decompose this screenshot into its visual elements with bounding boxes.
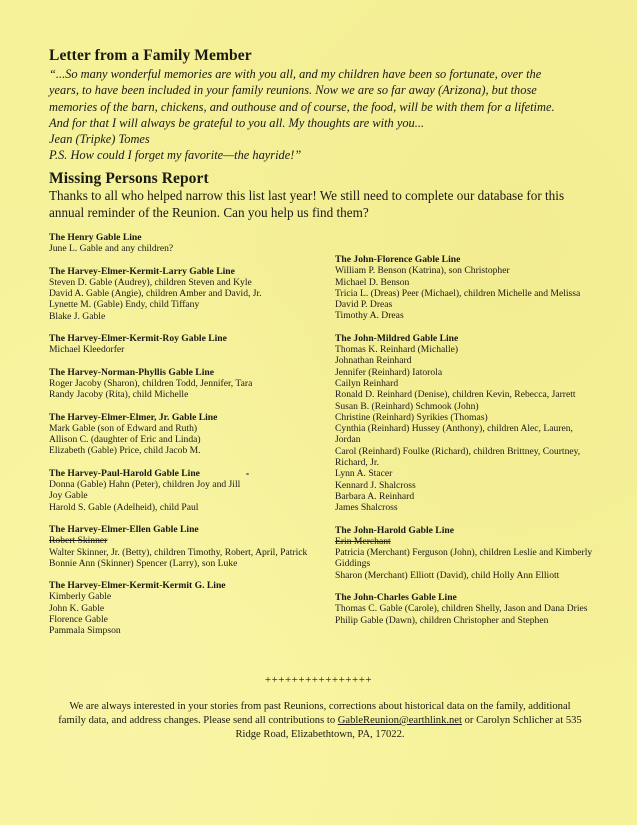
missing-person-entry: Lynn A. Stacer bbox=[335, 468, 393, 480]
missing-person-entry: Patricia (Merchant) Ferguson (John), children Leslie and Kimberly Giddings bbox=[335, 547, 593, 570]
letter-line: memories of the barn, chickens, and outhouse and of course, the food, will be with them for a lifetime. bbox=[49, 99, 555, 114]
footer-text-before: We are always interested in your stories from past Reunions, corrections about historical data on the family, additional family data, and address changes. Please send all contributions to bbox=[58, 701, 571, 726]
family-line-title: The Harvey-Elmer-Ellen Gable Line bbox=[49, 523, 199, 535]
missing-person-entry: Christine (Reinhard) Syrikies (Thomas) bbox=[335, 411, 488, 423]
missing-person-entry: Thomas C. Gable (Carole), children Shelly, Jason and Dana Dries bbox=[335, 603, 588, 615]
family-line-title: The Harvey-Elmer-Kermit-Larry Gable Line bbox=[49, 265, 235, 277]
missing-person-entry: Elizabeth (Gable) Price, child Jacob M. bbox=[49, 445, 201, 457]
family-line-group bbox=[49, 468, 309, 513]
letter-line: And for that I will always be grateful to you all. My thoughts are with you... bbox=[49, 115, 425, 130]
missing-person-entry: Cailyn Reinhard bbox=[335, 377, 399, 389]
missing-person-entry: David P. Dreas bbox=[335, 299, 393, 311]
missing-person-entry: Randy Jacoby (Rita), child Michelle bbox=[49, 389, 189, 401]
family-line-title: The Harvey-Elmer-Kermit-Kermit G. Line bbox=[49, 580, 226, 592]
missing-person-entry: William P. Benson (Katrina), son Christopher bbox=[335, 265, 510, 277]
family-line-title: The John-Charles Gable Line bbox=[335, 592, 457, 604]
missing-person-entry: Florence Gable bbox=[49, 614, 108, 626]
missing-person-entry: Cynthia (Reinhard) Hussey (Anthony), children Alec, Lauren, Jordan bbox=[335, 423, 573, 446]
missing-person-entry: Susan B. (Reinhard) Schmook (John) bbox=[335, 400, 479, 412]
missing-person-entry: Thomas K. Reinhard (Michalle) bbox=[335, 344, 459, 356]
missing-persons-title: Missing Persons Report bbox=[49, 170, 209, 187]
family-line-group bbox=[335, 254, 595, 322]
family-line-group bbox=[49, 367, 309, 401]
letter-line: years, to have been included in your family reunions. Now we are so far away (Arizona), but those bbox=[49, 83, 537, 98]
missing-person-entry: Timothy A. Dreas bbox=[335, 310, 404, 322]
missing-person-entry: Pammala Simpson bbox=[49, 625, 121, 637]
missing-person-entry: Walter Skinner, Jr. (Betty), children Timothy, Robert, April, Patrick bbox=[49, 546, 308, 558]
family-line-title: The Harvey-Paul-Harold Gable Line bbox=[49, 467, 200, 479]
missing-person-entry: Kennard J. Shalcross bbox=[335, 479, 416, 491]
missing-person-entry: Jennifer (Reinhard) Iatorola bbox=[335, 366, 443, 378]
letter-signature: Jean (Tripke) Tomes bbox=[49, 132, 150, 147]
letter-postscript: P.S. How could I forget my favorite—the hayride!” bbox=[49, 148, 302, 163]
email-link[interactable]: GableReunion@earthlink.net bbox=[337, 715, 462, 726]
missing-person-entry: Carol (Reinhard) Foulke (Richard), children Brittney, Courtney, Richard, Jr. bbox=[335, 445, 581, 469]
family-line-group bbox=[49, 333, 309, 356]
letter-title: Letter from a Family Member bbox=[49, 47, 252, 64]
missing-person-entry: Ronald D. Reinhard (Denise), children Kevin, Rebecca, Jarrett bbox=[335, 389, 576, 401]
missing-person-entry: Donna (Gable) Hahn (Peter), children Joy and Jill bbox=[49, 479, 241, 491]
section-divider: ++++++++++++++++ bbox=[264, 674, 373, 686]
letter-body bbox=[49, 66, 589, 164]
missing-person-entry: June L. Gable and any children? bbox=[49, 243, 174, 255]
right-column bbox=[335, 254, 595, 637]
contributions-note bbox=[55, 700, 585, 742]
missing-person-entry: Michael Kleedorfer bbox=[49, 344, 125, 356]
missing-person-entry-crossed-out: Erin Merchant bbox=[335, 535, 391, 547]
missing-person-entry-crossed-out: Robert Skinner bbox=[49, 535, 108, 547]
family-line-title: The John-Harold Gable Line bbox=[335, 524, 454, 536]
family-line-title: The John-Mildred Gable Line bbox=[335, 332, 459, 344]
missing-person-entry: Harold S. Gable (Adelheid), child Paul bbox=[49, 501, 199, 513]
missing-person-entry: James Shalcross bbox=[335, 502, 398, 514]
footer-text-after: or Carolyn Schlicher at 535 Ridge Road, Elizabethtown, PA, 17022. bbox=[235, 715, 582, 740]
missing-person-entry: Allison C. (daughter of Eric and Linda) bbox=[49, 434, 201, 446]
missing-person-entry: Blake J. Gable bbox=[49, 310, 106, 322]
missing-person-entry: Sharon (Merchant) Elliott (David), child Holly Ann Elliott bbox=[335, 569, 560, 581]
family-line-group bbox=[49, 580, 309, 636]
missing-persons-intro: Thanks to all who helped narrow this list last year! We still need to complete our database for this annual reminder of the Reunion. Can you help us find them? bbox=[49, 188, 565, 220]
missing-person-entry: Joy Gable bbox=[49, 490, 88, 502]
missing-person-entry: John K. Gable bbox=[49, 602, 105, 614]
missing-person-entry: Barbara A. Reinhard bbox=[335, 490, 415, 502]
letter-line: “...So many wonderful memories are with you all, and my children have been so fortunate, over the bbox=[49, 67, 542, 81]
missing-person-entry: Bonnie Ann (Skinner) Spencer (Larry), son Luke bbox=[49, 557, 238, 569]
missing-person-entry: Tricia L. (Dreas) Peer (Michael), children Michelle and Melissa bbox=[335, 287, 581, 299]
missing-person-entry: David A. Gable (Angie), children Amber and David, Jr. bbox=[49, 288, 262, 300]
family-line-title: The Harvey-Elmer-Kermit-Roy Gable Line bbox=[49, 333, 227, 345]
family-line-group bbox=[335, 592, 595, 626]
family-line-title: The Henry Gable Line bbox=[49, 232, 142, 243]
family-line-group bbox=[49, 232, 309, 255]
missing-person-entry: Lynette M. (Gable) Endy, child Tiffany bbox=[49, 299, 200, 311]
missing-person-entry: Johnathan Reinhard bbox=[335, 355, 412, 367]
family-line-title: The Harvey-Norman-Phyllis Gable Line bbox=[49, 366, 214, 378]
missing-person-entry: Michael D. Benson bbox=[335, 276, 410, 288]
missing-person-entry: Steven D. Gable (Audrey), children Steven and Kyle bbox=[49, 276, 252, 288]
family-line-group bbox=[335, 525, 595, 581]
missing-person-entry: Mark Gable (son of Edward and Ruth) bbox=[49, 422, 198, 434]
missing-person-entry: Roger Jacoby (Sharon), children Todd, Jennifer, Tara bbox=[49, 377, 253, 389]
left-column bbox=[49, 232, 309, 648]
family-line-group bbox=[335, 333, 595, 514]
family-line-group bbox=[49, 412, 309, 457]
family-line-title: The John-Florence Gable Line bbox=[335, 254, 461, 265]
family-line-title: The Harvey-Elmer-Elmer, Jr. Gable Line bbox=[49, 411, 218, 423]
speck-mark bbox=[246, 473, 249, 475]
missing-person-entry: Kimberly Gable bbox=[49, 591, 112, 603]
family-line-group bbox=[49, 524, 309, 569]
missing-person-entry: Philip Gable (Dawn), children Christopher and Stephen bbox=[335, 614, 549, 626]
family-line-group bbox=[49, 266, 309, 322]
